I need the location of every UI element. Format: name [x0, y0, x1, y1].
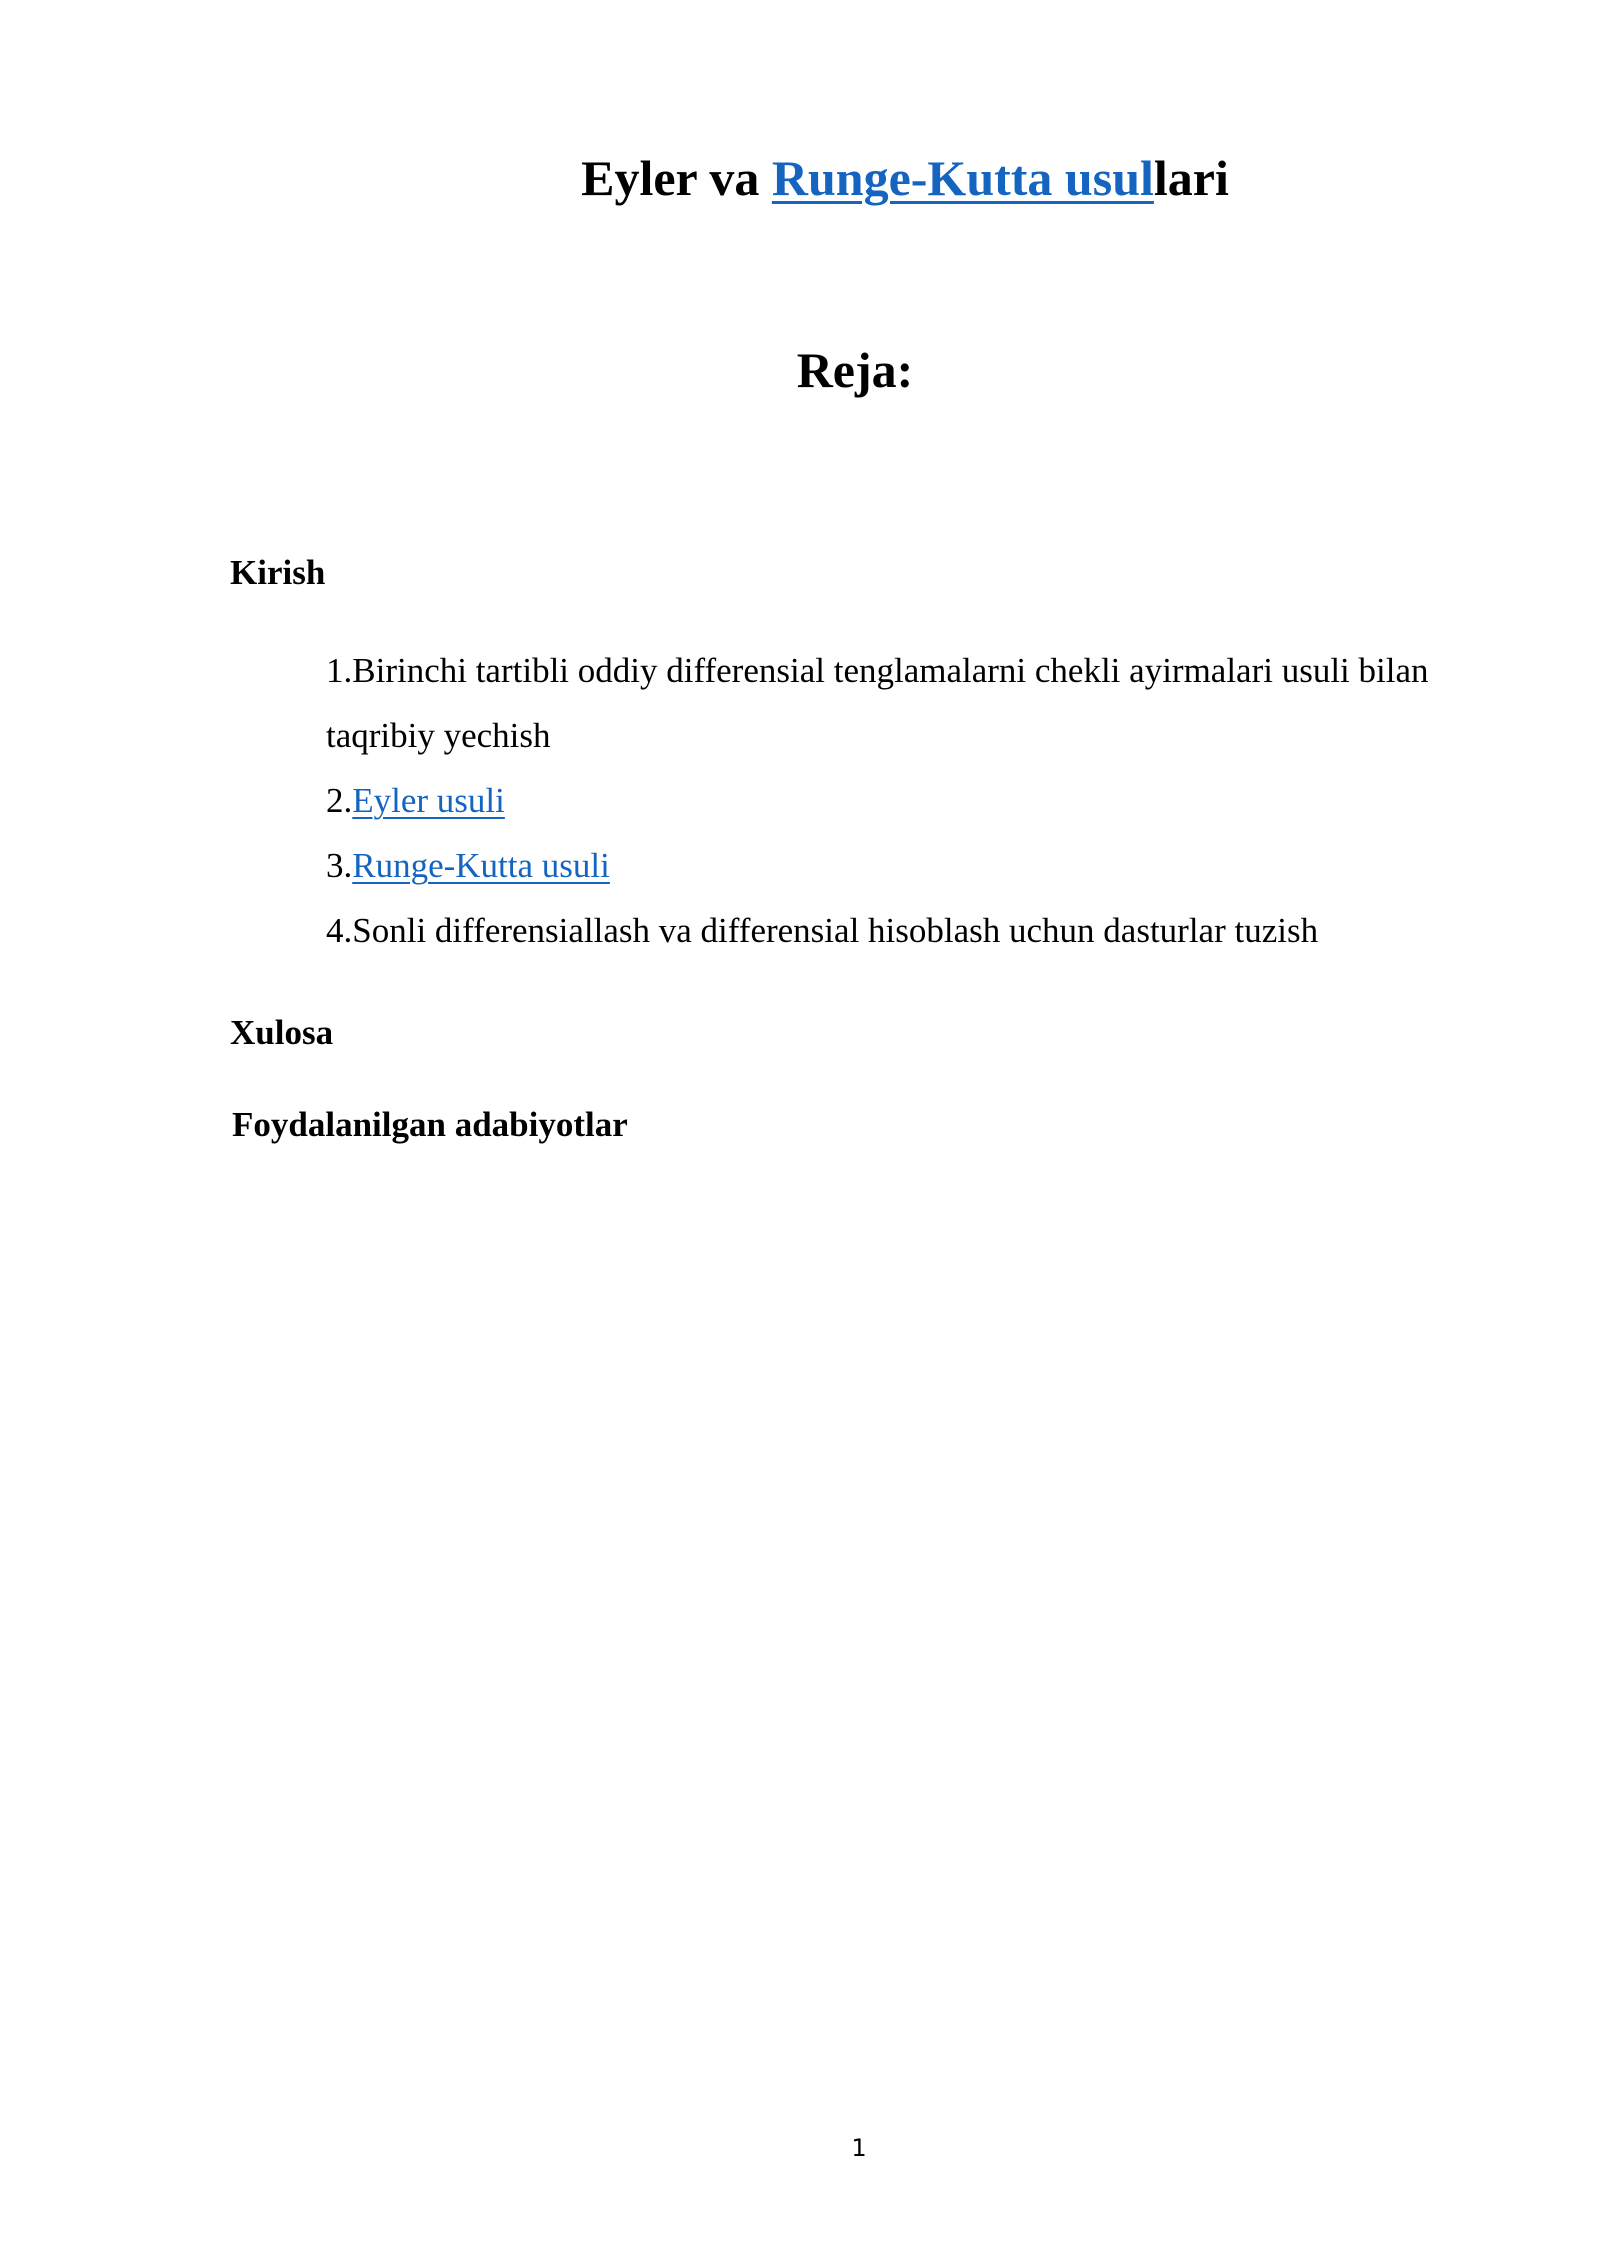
plan-item-text: Sonli differensiallash va differensial hisoblash uchun dasturlar tuzish	[352, 911, 1319, 950]
title-text-end: lari	[1153, 150, 1229, 206]
intro-label: Kirish	[230, 553, 326, 592]
conclusion-label: Xulosa	[230, 1013, 334, 1052]
page-number: 1	[851, 2134, 867, 2162]
plan-item-2	[326, 768, 1476, 833]
eyler-method-link[interactable]: Eyler usuli	[352, 781, 505, 820]
plan-item-1	[326, 638, 1476, 768]
title-text-start: Eyler va	[581, 150, 772, 206]
runge-kutta-method-link[interactable]: Runge-Kutta usuli	[352, 846, 610, 885]
plan-heading: Reja:	[796, 342, 914, 398]
plan-list	[326, 638, 1476, 963]
plan-item-number: 4.	[326, 911, 353, 950]
plan-item-text: Birinchi tartibli oddiy differensial tenglamalarni chekli ayirmalari usuli bilan taqribiy yechish	[326, 651, 1429, 755]
references-label: Foydalanilgan adabiyotlar	[232, 1105, 628, 1144]
plan-item-4	[326, 898, 1476, 963]
plan-item-number: 2.	[326, 781, 353, 820]
document-title	[0, 148, 1600, 208]
plan-item-3	[326, 833, 1476, 898]
title-link[interactable]: Runge-Kutta usul	[771, 150, 1154, 206]
plan-item-number: 1.	[326, 651, 353, 690]
plan-item-number: 3.	[326, 846, 353, 885]
